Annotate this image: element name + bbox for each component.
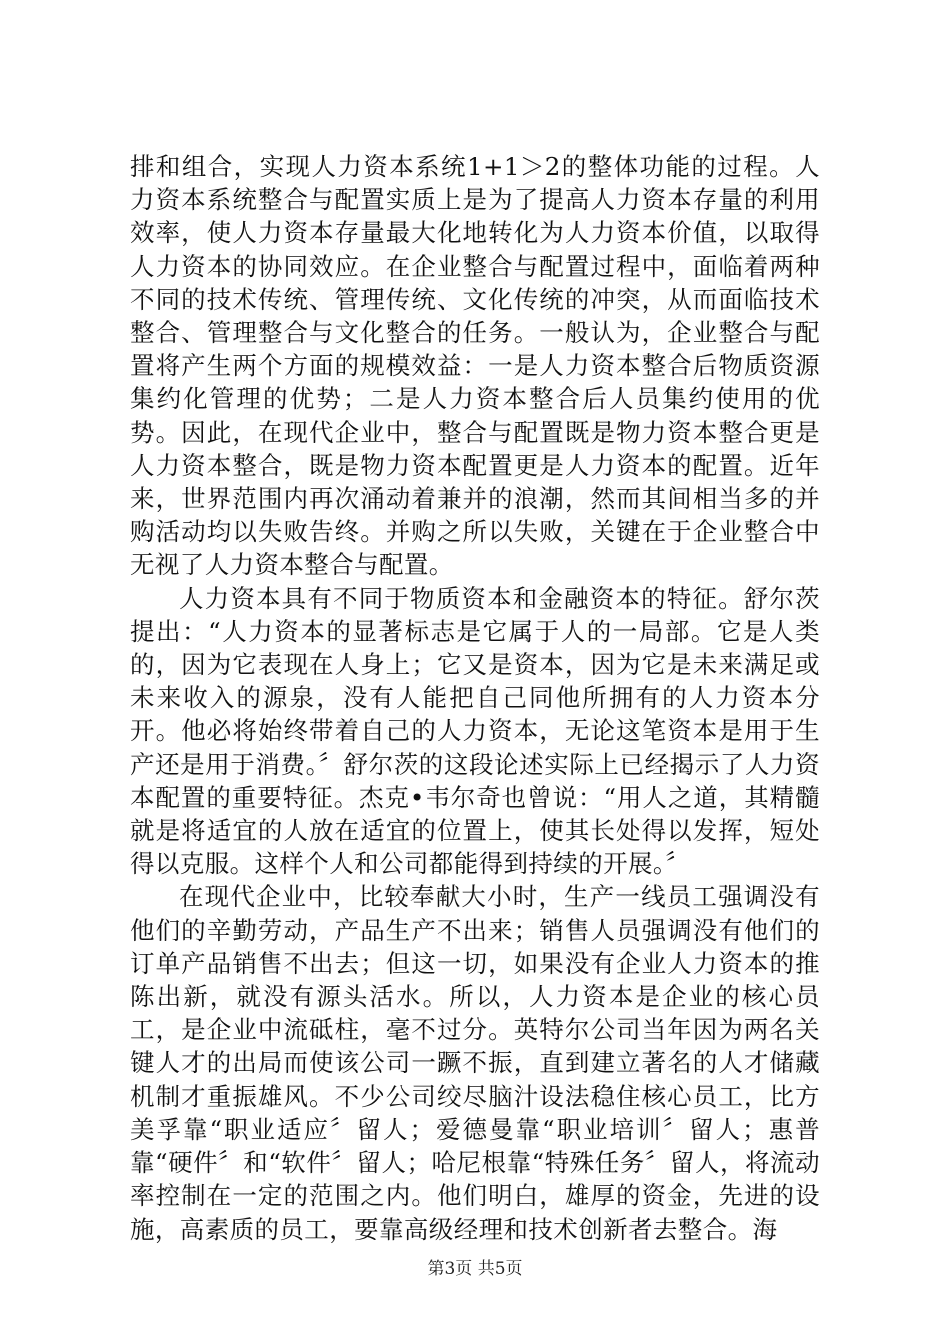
paragraph-continuation: 排和组合，实现人力资本系统1+1＞2的整体功能的过程。人力资本系统整合与配置实质上是为了提高人力资本存量的利用效率，使人力资本存量最大化地转化为人力资本价值，以取得人力资本的协同效应。在企业整合与配置过程中，面临着两种不同的技术传统、管理传统、文化传统的冲突，从而面临技术整合、管理整合与文化整合的任务。一般认为，企业整合与配置将产生两个方面的规模效益：一是人力资本整合后物质资源集约化管理的优势；二是人力资本整合后人员集约使用的优势。因此，在现代企业中，整合与配置既是物力资本整合更是人力资本整合，既是物力资本配置更是人力资本的配置。近年来，世界范围内再次涌动着兼并的浪潮，然而其间相当多的并购活动均以失败告终。并购之所以失败，关键在于企业整合中无视了人力资本整合与配置。: [130, 152, 820, 580]
document-body: [130, 150, 820, 1246]
paragraph-human-capital-features: 人力资本具有不同于物质资本和金融资本的特征。舒尔茨提出：“人力资本的显著标志是它属于人的一局部。它是人类的，因为它表现在人身上；它又是资本，因为它是未来满足或未来收入的源泉，没有人能把自己同他所拥有的人力资本分开。他必将始终带着自己的人力资本，无论这笔资本是用于生产还是用于消费。〞舒尔茨的这段论述实际上已经揭示了人力资本配置的重要特征。杰克•韦尔奇也曾说：“用人之道，其精髓就是将适宜的人放在适宜的位置上，使其长处得以发挥，短处得以克服。这样个人和公司都能得到持续的开展。〞: [130, 583, 820, 879]
page-footer: 第3页 共5页: [427, 1259, 523, 1279]
paragraph-modern-enterprise: 在现代企业中，比较奉献大小时，生产一线员工强调没有他们的辛勤劳动，产品生产不出来；销售人员强调没有他们的订单产品销售不出去；但这一切，如果没有企业人力资本的推陈出新，就没有源头活水。所以，人力资本是企业的核心员工，是企业中流砥柱，毫不过分。英特尔公司当年因为两名关键人才的出局而使该公司一蹶不振，直到建立著名的人才储藏机制才重振雄风。不少公司绞尽脑汁设法稳住核心员工，比方美孚靠“职业适应〞留人；爱德曼靠“职业培训〞留人；惠普靠“硬件〞和“软件〞留人；哈尼根靠“特殊任务〞留人，将流动率控制在一定的范围之内。他们明白，雄厚的资金，先进的设施，高素质的员工，要靠高级经理和技术创新者去整合。海: [130, 882, 820, 1244]
